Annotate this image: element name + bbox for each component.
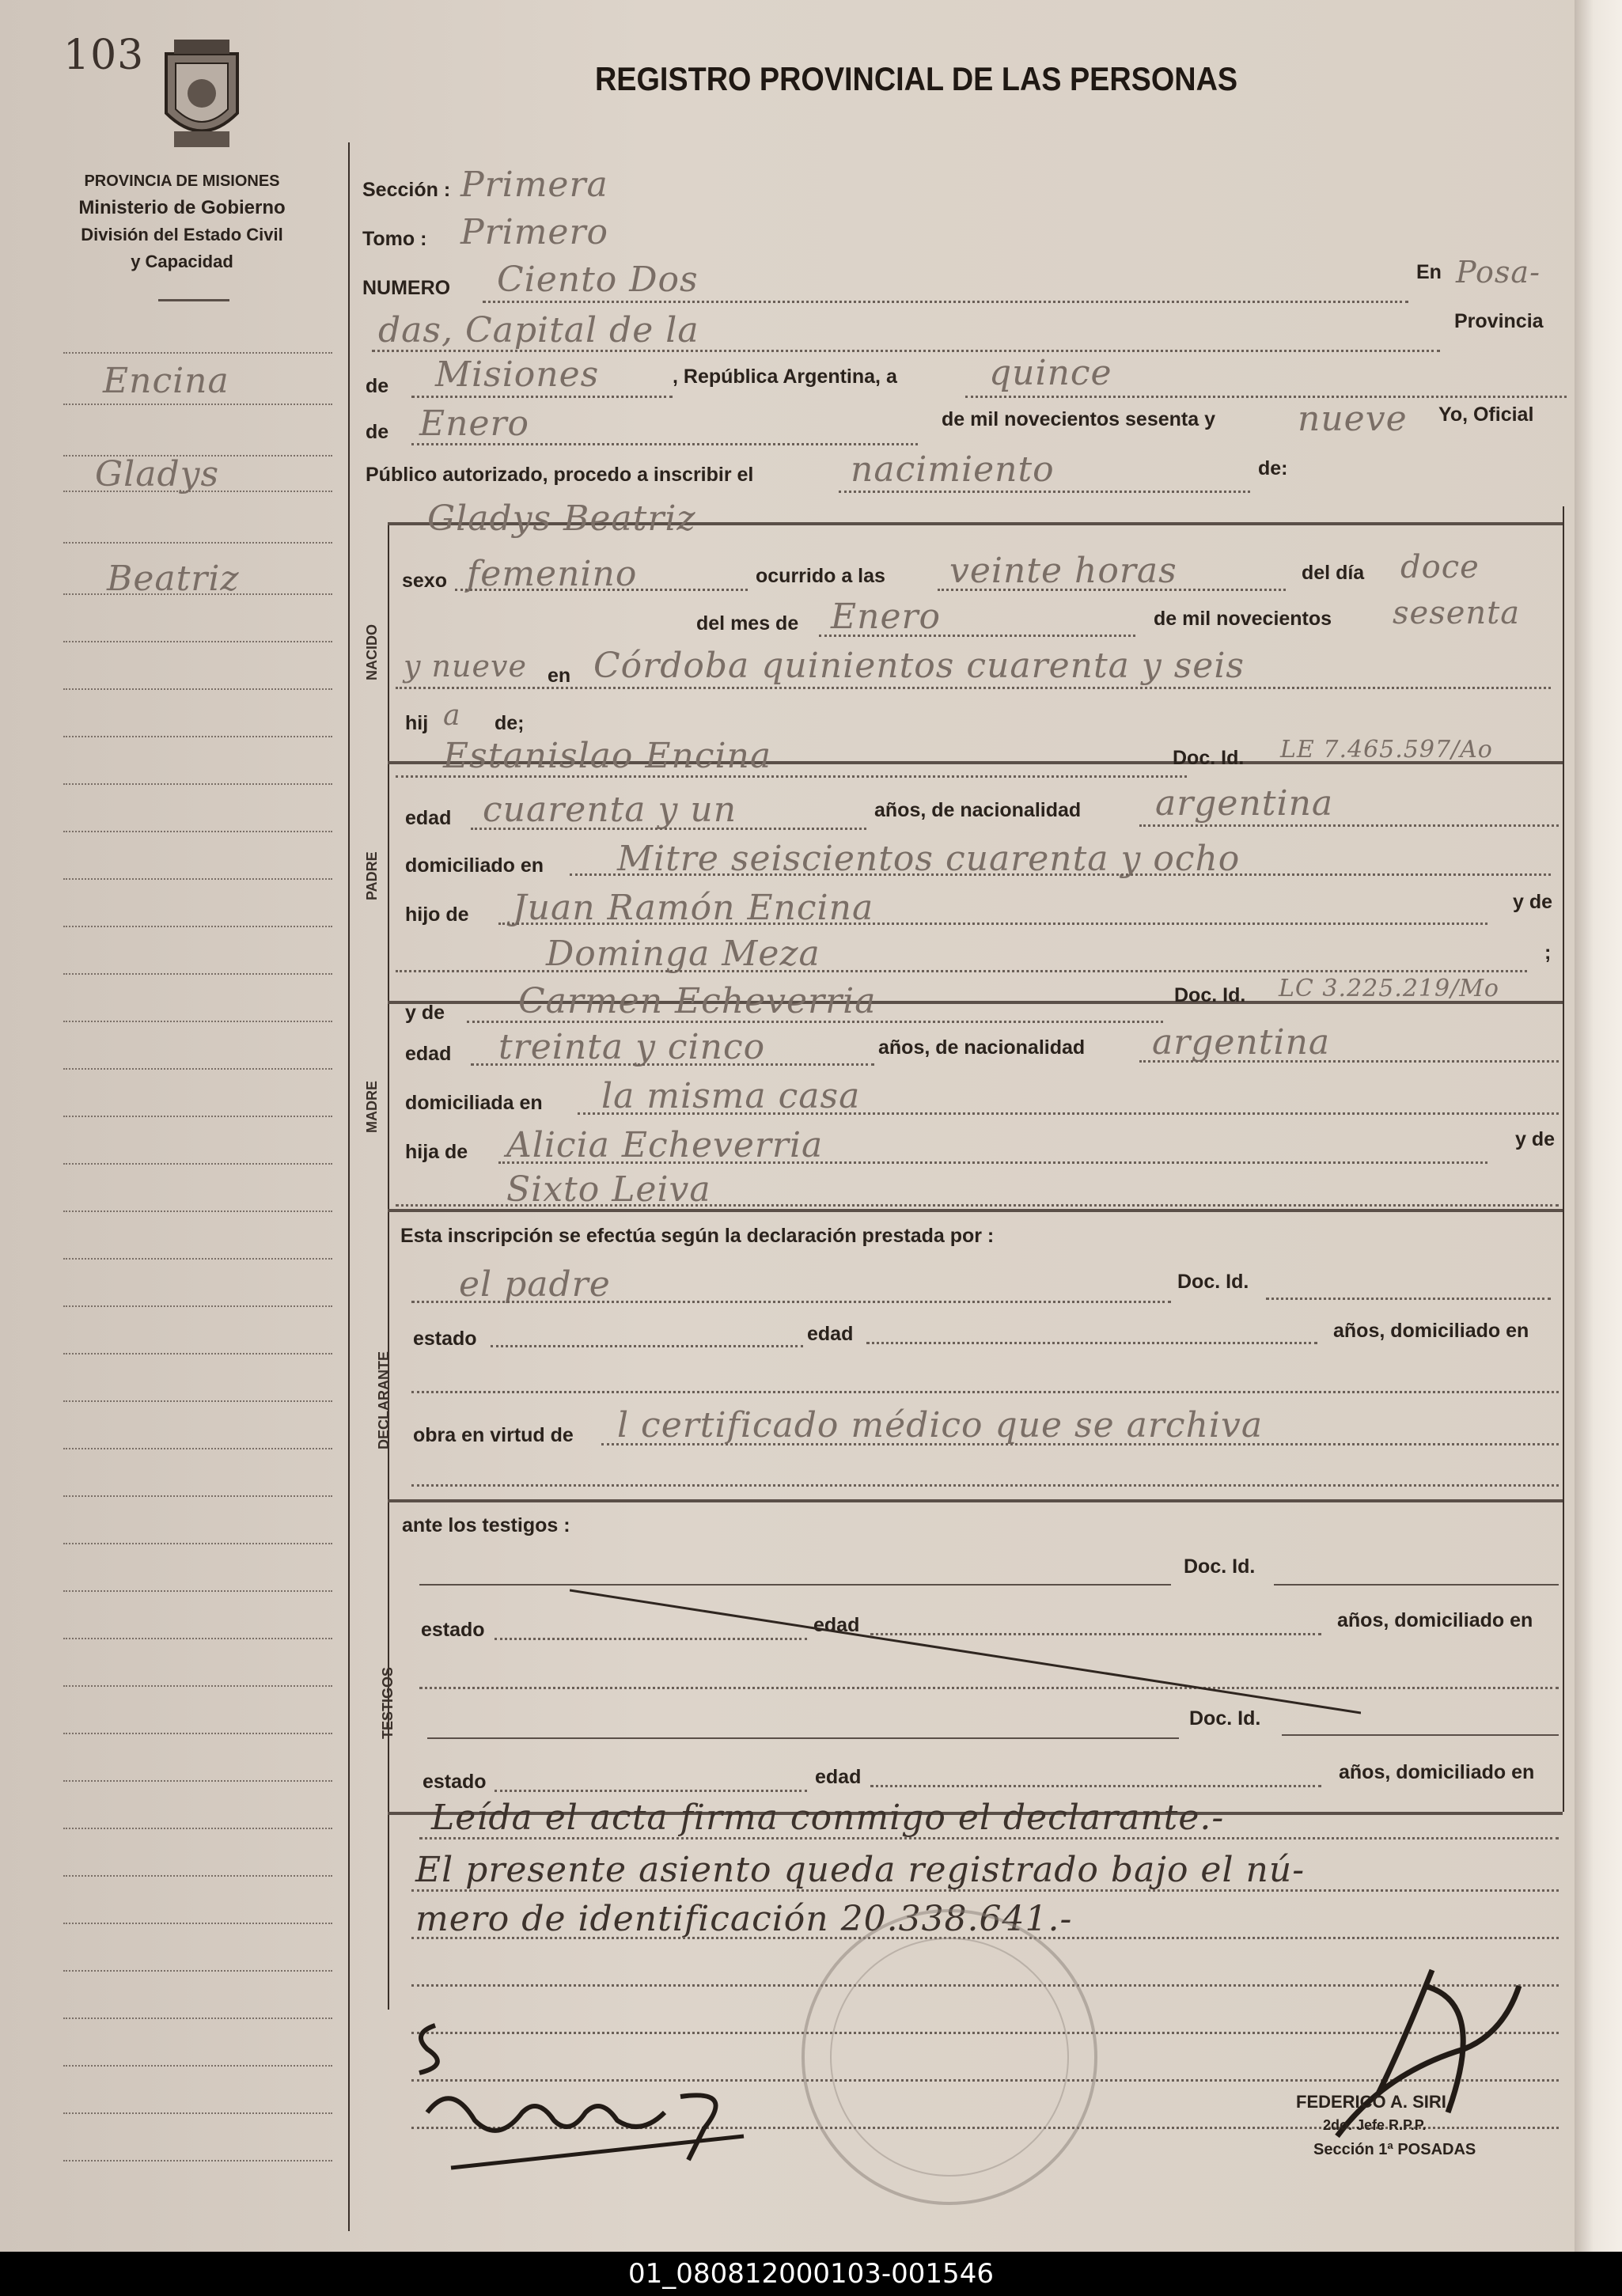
section-left-border: [388, 522, 389, 2010]
nacido-anio-1: sesenta: [1393, 595, 1521, 631]
numero-value: Ciento Dos: [497, 260, 699, 300]
padre-nombre: Estanislao Encina: [443, 736, 772, 776]
padre-dom-label: domiciliado en: [405, 854, 544, 877]
hij-suffix: a: [443, 699, 461, 732]
nacido-lugar: Córdoba quinientos cuarenta y seis: [593, 646, 1245, 686]
tomo-label: Tomo :: [362, 228, 427, 250]
ministry-line-4: y Capacidad: [131, 252, 233, 271]
de-label: de: [366, 375, 389, 397]
margin-surname: Encina: [103, 361, 229, 401]
ministry-line-2: Ministerio de Gobierno: [78, 197, 286, 218]
madre-y-de-label-2: y de: [1515, 1128, 1556, 1150]
provincia-label: Provincia: [1454, 310, 1544, 332]
madre-nombre: Carmen Echeverria: [518, 981, 877, 1021]
province-seal-icon: [158, 38, 245, 157]
padre-y-de-label: y de: [1513, 891, 1553, 913]
obra-value: l certificado médico que se archiva: [617, 1405, 1264, 1445]
padre-nacionalidad: argentina: [1155, 783, 1334, 824]
notes-line-2: El presente asiento queda registrado bajo el nú-: [415, 1850, 1306, 1890]
dia-value: quince: [989, 353, 1112, 393]
del-dia-label: del día: [1302, 562, 1365, 584]
hora-value: veinte horas: [949, 551, 1177, 591]
page-edge: [1575, 0, 1622, 2252]
padre-domicilio: Mitre seiscientos cuarenta y ocho: [617, 839, 1241, 879]
mil-label: de mil novecientos sesenta y: [942, 408, 1215, 430]
del-mes-label: del mes de: [696, 612, 799, 635]
strike-through-line: [570, 1582, 1361, 1725]
right-border: [1563, 506, 1564, 1812]
de-label-2: de: [366, 421, 389, 443]
padre-edad-value: cuarenta y un: [483, 790, 737, 830]
ocurrido-label: ocurrido a las: [756, 565, 885, 587]
margin-second-name: Beatriz: [107, 559, 240, 599]
testigo-1-doc-label: Doc. Id.: [1184, 1555, 1256, 1578]
section-label-padre: PADRE: [364, 851, 380, 900]
padre-doc-label: Doc. Id.: [1173, 747, 1245, 769]
testigo-1-estado-label: estado: [421, 1619, 485, 1641]
declarante-nombre: el padre: [459, 1264, 611, 1305]
seccion-label: Sección :: [362, 179, 451, 201]
padre-nac-label: años, de nacionalidad: [874, 799, 1082, 821]
madre-padre-de: Alicia Echeverria: [506, 1125, 824, 1165]
nacido-nombre: Gladys Beatriz: [427, 498, 696, 539]
padre-madre-de: Dominga Meza: [546, 934, 820, 974]
hij-label: hij: [405, 712, 429, 734]
madre-y-de-label: y de: [405, 1002, 445, 1024]
testigo-2-anios-label: años, domiciliado en: [1339, 1761, 1535, 1783]
padre-doc-value: LE 7.465.597/Ao: [1280, 736, 1493, 763]
declarante-anios-label: años, domiciliado en: [1333, 1320, 1529, 1342]
testigo-2-estado-label: estado: [423, 1771, 487, 1793]
nacido-anio-2: y nueve: [404, 649, 527, 684]
section-label-declarante: DECLARANTE: [376, 1351, 392, 1449]
madre-edad-value: treinta y cinco: [498, 1027, 766, 1067]
obra-label: obra en virtud de: [413, 1424, 574, 1446]
official-section: Sección 1ª POSADAS: [1313, 2141, 1476, 2158]
publico-label: Público autorizado, procedo a inscribir el: [366, 464, 754, 486]
ministry-line-3: División del Estado Civil: [81, 225, 283, 244]
sexo-label: sexo: [402, 570, 447, 592]
republica-label: , República Argentina, a: [673, 366, 897, 388]
madre-nac-label: años, de nacionalidad: [878, 1036, 1086, 1059]
declarante-estado-label: estado: [413, 1328, 477, 1350]
declarante-signature: [404, 2002, 815, 2176]
tomo-value: Primero: [460, 212, 608, 252]
declarante-doc-label: Doc. Id.: [1177, 1271, 1249, 1293]
testigo-2-doc-label: Doc. Id.: [1189, 1707, 1261, 1730]
provincia-value: Misiones: [435, 354, 600, 395]
madre-edad-label: edad: [405, 1043, 452, 1065]
padre-semicolon: ;: [1544, 942, 1552, 964]
registry-stamp: [783, 1899, 1116, 2215]
testigos-intro: ante los testigos :: [402, 1514, 570, 1536]
ministry-underline: [158, 299, 229, 301]
de-colon-label: de:: [1258, 457, 1288, 479]
mil-novecientos-label: de mil novecientos: [1154, 608, 1332, 630]
margin-first-name: Gladys: [95, 454, 220, 494]
lugar-value-2: das, Capital de la: [378, 310, 699, 350]
padre-padre-de: Juan Ramón Encina: [513, 888, 874, 928]
official-role: 2do. Jefe R.P.P.: [1323, 2117, 1427, 2133]
seccion-value: Primera: [460, 165, 608, 205]
anio-value: nueve: [1298, 399, 1408, 439]
hij-de-label: de;: [495, 712, 525, 734]
section-label-nacido: NACIDO: [364, 624, 380, 680]
notes-line-3: mero de identificación 20.338.641.-: [415, 1899, 1073, 1939]
testigo-1-anios-label: años, domiciliado en: [1337, 1609, 1533, 1631]
ministry-line-1: PROVINCIA DE MISIONES: [84, 172, 280, 190]
madre-hija-label: hija de: [405, 1141, 468, 1163]
mes-value: Enero: [419, 404, 530, 444]
declarante-intro: Esta inscripción se efectúa según la declaración prestada por :: [400, 1225, 995, 1247]
padre-hijo-label: hijo de: [405, 904, 469, 926]
official-name: FEDERICO A. SIRI: [1296, 2092, 1446, 2112]
oficial-label: Yo, Oficial: [1438, 404, 1534, 426]
declarante-edad-label: edad: [807, 1323, 854, 1345]
madre-nacionalidad: argentina: [1152, 1022, 1331, 1063]
nacido-dia-value: doce: [1400, 549, 1480, 585]
notes-line-1: Leída el acta firma conmigo el declarante.-: [431, 1798, 1225, 1838]
section-label-madre: MADRE: [364, 1081, 380, 1133]
ministry-block: [55, 168, 309, 275]
separator-testigos-top: [388, 1499, 1563, 1502]
en-label-nacido: en: [548, 665, 571, 687]
sexo-value: femenino: [467, 554, 638, 594]
padre-edad-label: edad: [405, 807, 452, 829]
testigo-1-edad-label: edad: [813, 1614, 860, 1636]
lugar-value-1: Posa-: [1456, 255, 1541, 290]
section-label-testigos: TESTIGOS: [380, 1666, 396, 1739]
madre-madre-de: Sixto Leiva: [506, 1169, 711, 1210]
madre-doc-value: LC 3.225.219/Mo: [1279, 975, 1499, 1002]
madre-domicilio: la misma casa: [601, 1076, 861, 1116]
image-caption: 01_080812000103-001546: [0, 2252, 1622, 2296]
numero-label: NUMERO: [362, 277, 451, 299]
madre-dom-label: domiciliada en: [405, 1092, 543, 1114]
madre-doc-label: Doc. Id.: [1174, 984, 1246, 1006]
acto-value: nacimiento: [851, 449, 1055, 490]
main-left-border: [348, 142, 350, 2231]
en-label: En: [1416, 261, 1442, 283]
document-title: REGISTRO PROVINCIAL DE LAS PERSONAS: [595, 60, 1238, 97]
page-number: 103: [63, 32, 145, 79]
nacido-mes-value: Enero: [831, 597, 942, 637]
testigo-2-edad-label: edad: [815, 1766, 862, 1788]
